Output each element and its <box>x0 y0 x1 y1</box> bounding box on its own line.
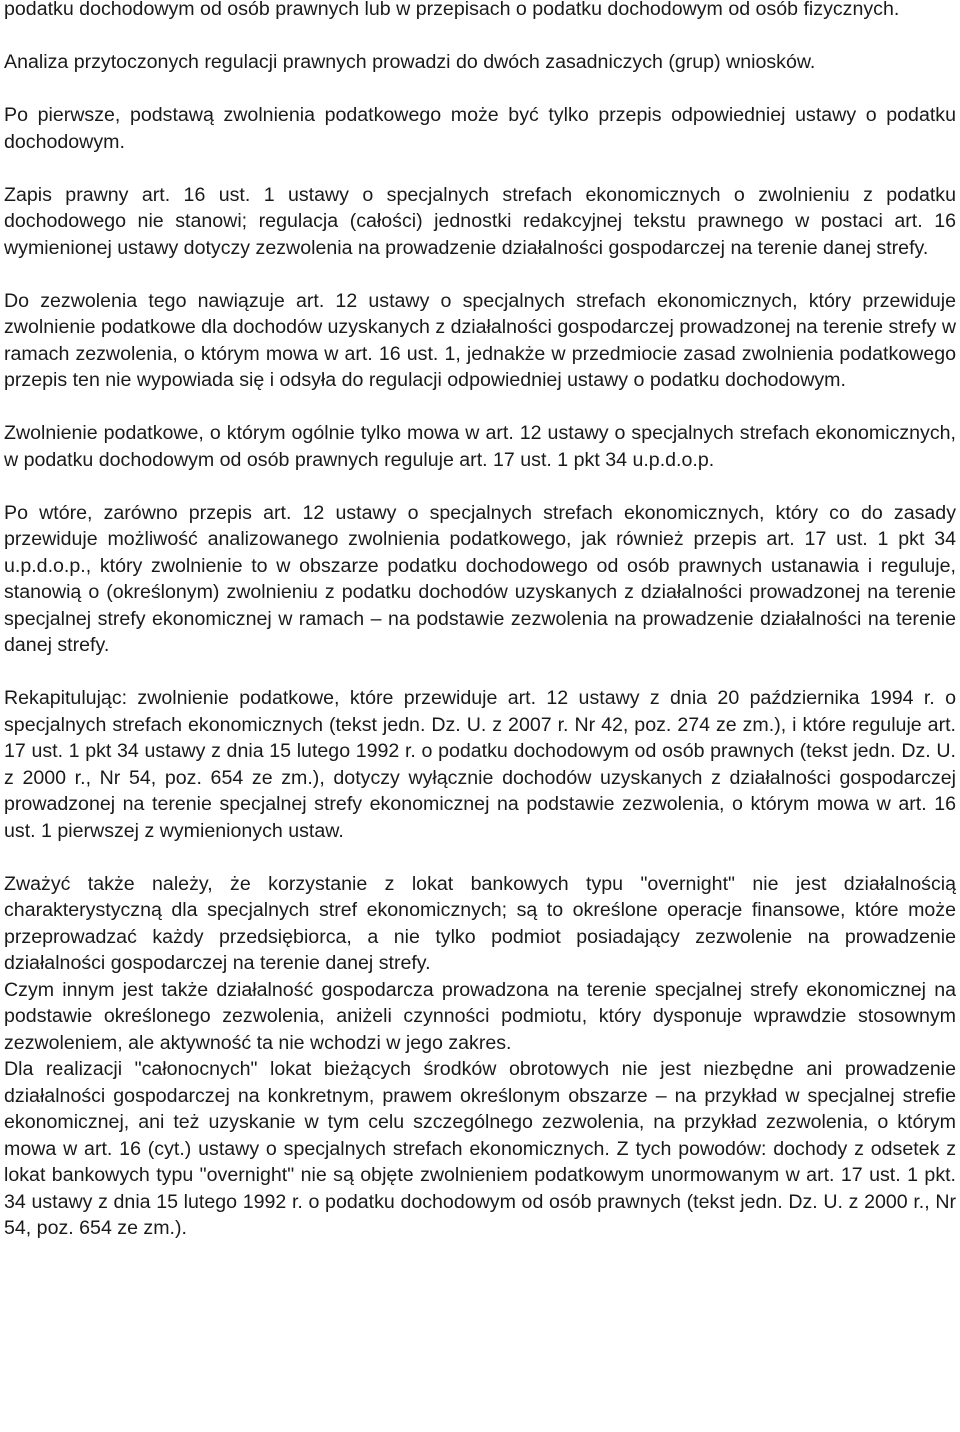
paragraph-first-conclusion: Po pierwsze, podstawą zwolnienia podatkowego może być tylko przepis odpowiedniej ustawy o podatku dochodowym. <box>4 104 956 153</box>
paragraph-different-activity: Czym innym jest także działalność gospodarcza prowadzona na terenie specjalnej strefy ekonomicznej na podstawie określonego zezwolenia, aniżeli czynności podmiotu, który dysponuje wprawdzie stosownym zezwoleniem, ale aktywność ta nie wchodzi w jego zakres. <box>4 978 956 1054</box>
paragraph-exemption: Zwolnienie podatkowe, o którym ogólnie tylko mowa w art. 12 ustawy o specjalnych strefach ekonomicznych, w podatku dochodowym od osób prawnych reguluje art. 17 ust. 1 pkt 34 u.p.d.o.p. <box>4 422 956 471</box>
paragraph-final-conclusion: Dla realizacji "całonocnych" lokat bieżących środków obrotowych nie jest niezbędne ani prowadzenie działalności gospodarczej na konkretnym, prawem określonym obszarze – na przykład w specjalnej strefie ekonomicznej, ani też uzyskanie w tym celu szczególnego zezwolenia, na przykład zezwolenia, o którym mowa w art. 16 (cyt.) ustawy o specjalnych strefach ekonomicznych. Z tych powodów: dochody z odsetek z lokat bankowych typu "overnight" nie są objęte zwolnieniem podatkowym unormowanym w art. 17 ust. 1 pkt. 34 ustawy z dnia 15 lutego 1992 r. o podatku dochodowym od osób prawnych (tekst jedn. Dz. U. z 2000 r., Nr 54, poz. 654 ze zm.). <box>4 1058 956 1239</box>
paragraph-analysis: Analiza przytoczonych regulacji prawnych prowadzi do dwóch zasadniczych (grup) wniosków. <box>4 51 816 73</box>
paragraph-intro-continuation: podatku dochodowym od osób prawnych lub w przepisach o podatku dochodowym od osób fizycznych. <box>4 0 900 20</box>
document-page <box>4 0 956 1242</box>
paragraph-art16: Zapis prawny art. 16 ust. 1 ustawy o specjalnych strefach ekonomicznych o zwolnieniu z podatku dochodowego nie stanowi; regulacja (całości) jednostki redakcyjnej tekstu prawnego w postaci art. 16 wymienionej ustawy dotyczy zezwolenia na prowadzenie działalności gospodarczej na terenie danej strefy. <box>4 183 956 259</box>
paragraph-overnight: Zważyć także należy, że korzystanie z lokat bankowych typu "overnight" nie jest działalnością charakterystyczną dla specjalnych stref ekonomicznych; są to określone operacje finansowe, które może przeprowadzać każdy przedsiębiorca, a nie tylko podmiot posiadający zezwolenie na prowadzenie działalności gospodarczej na terenie danej strefy. <box>4 872 956 974</box>
paragraph-art12: Do zezwolenia tego nawiązuje art. 12 ustawy o specjalnych strefach ekonomicznych, który przewiduje zwolnienie podatkowe dla dochodów uzyskanych z działalności gospodarczej prowadzonej na terenie strefy w ramach zezwolenia, o którym mowa w art. 16 ust. 1, jednakże w przedmiocie zasad zwolnienia podatkowego przepis ten nie wypowiada się i odsyła do regulacji odpowiedniej ustawy o podatku dochodowym. <box>4 289 956 391</box>
paragraph-recap: Rekapitulując: zwolnienie podatkowe, które przewiduje art. 12 ustawy z dnia 20 października 1994 r. o specjalnych strefach ekonomicznych (tekst jedn. Dz. U. z 2007 r. Nr 42, poz. 274 ze zm.), i które reguluje art. 17 ust. 1 pkt 34 ustawy z dnia 15 lutego 1992 r. o podatku dochodowym od osób prawnych (tekst jedn. Dz. U. z 2000 r., Nr 54, poz. 654 ze zm.), dotyczy wyłącznie dochodów uzyskanych z działalności gospodarczej prowadzonej na terenie specjalnej strefy ekonomicznej na podstawie zezwolenia, o którym mowa w art. 16 ust. 1 pierwszej z wymienionych ustaw. <box>4 687 956 842</box>
paragraph-second-conclusion: Po wtóre, zarówno przepis art. 12 ustawy o specjalnych strefach ekonomicznych, który co do zasady przewiduje możliwość analizowanego zwolnienia podatkowego, jak również przepis art. 17 ust. 1 pkt 34 u.p.d.o.p., który zwolnienie to w obszarze podatku dochodowego od osób prawnych ustanawia i reguluje, stanowią o (określonym) zwolnieniu z podatku dochodów uzyskanych z działalności prowadzonej na terenie specjalnej strefy ekonomicznej w ramach – na podstawie zezwolenia na prowadzenie działalności na terenie danej strefy. <box>4 501 956 656</box>
